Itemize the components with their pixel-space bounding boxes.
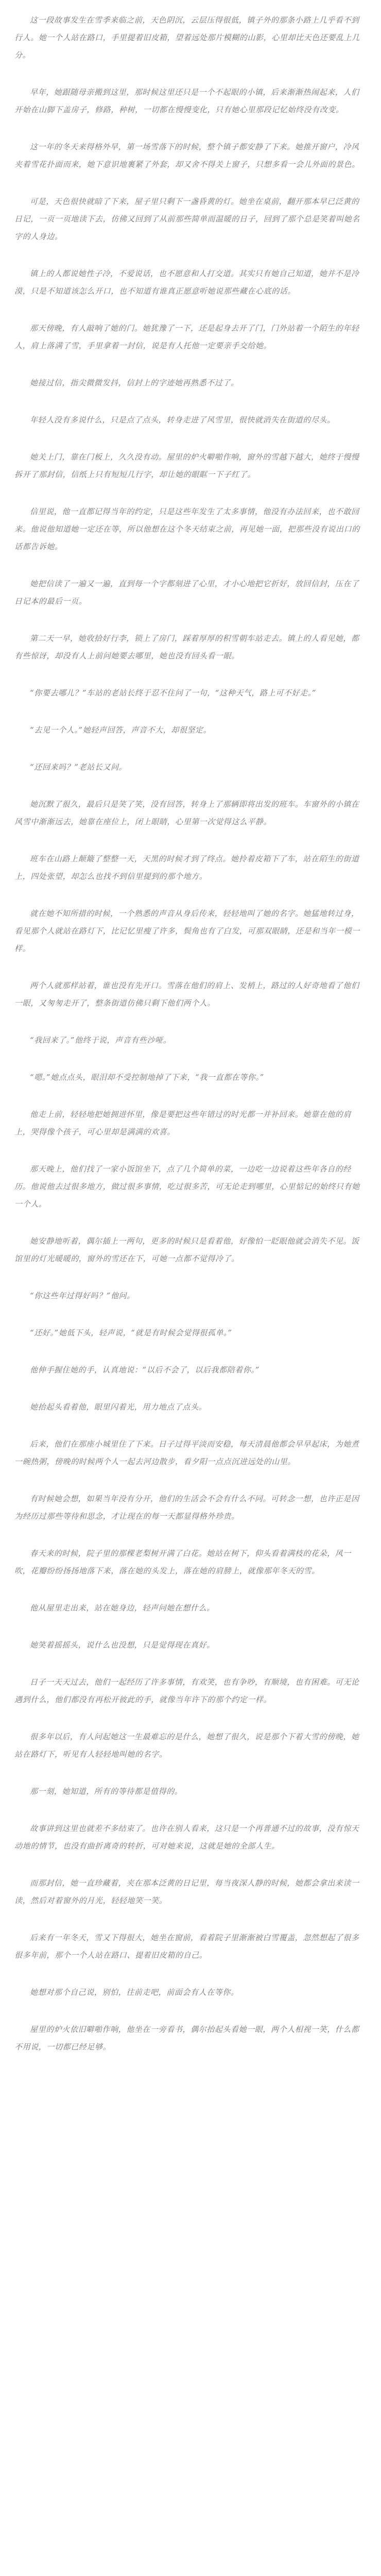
paragraph: 他走上前，轻轻地把她拥进怀里，像是要把这些年错过的时光都一并补回来。她靠在他的肩上，哭得像个孩子，可心里却是满满的欢喜。 xyxy=(14,1110,352,1137)
paragraph: 后来，他们在那座小城里住了下来。日子过得平淡而安稳，每天清晨他都会早早起床，为她煮一碗热粥，傍晚的时候两个人一起去河边散步，看夕阳一点点沉进远处的山里。 xyxy=(14,1439,359,1466)
paragraph: 班车在山路上颠簸了整整一天，天黑的时候才到了终点。她拎着皮箱下了车，站在陌生的街道上，四处张望，却怎么也找不到信里提到的那个地方。 xyxy=(14,854,359,881)
paragraph: “你这些年过得好吗？”他问。 xyxy=(30,1291,135,1300)
paragraph: 日子一天天过去，他们一起经历了许多事情，有欢笑，也有争吵，有顺境，也有困难。可无论遇到什么，他们都没有再松开彼此的手，就像当年许下的那个约定一样。 xyxy=(14,1677,359,1704)
paragraph: 这一段故事发生在雪季来临之前，天色阴沉，云层压得很低，镇子外的那条小路上几乎看不到行人。她一个人站在路口，手里提着旧皮箱，望着远处那片模糊的山影，心里却比天色还要乱上几分。 xyxy=(14,15,360,60)
paragraph: “我回来了。”他终于说，声音有些沙哑。 xyxy=(30,1036,171,1045)
paragraph: 她安静地听着，偶尔插上一两句，更多的时候只是看着他，好像怕一眨眼他就会消失不见。饭馆里的灯光暖暖的，窗外的雪还在下，可她一点都不觉得冷了。 xyxy=(14,1236,359,1263)
paragraph: 可是，天色很快就暗了下来，屋子里只剩下一盏昏黄的灯。她坐在桌前，翻开那本早已泛黄的日记，一页一页地读下去，仿佛又回到了从前那些简单而温暖的日子，回到了那个总是笑着叫她名字的人身边。 xyxy=(14,197,360,241)
paragraph: “去见一个人。”她轻声回答，声音不大，却很坚定。 xyxy=(30,725,212,735)
paragraph: “嗯。”她点点头，眼泪却不受控制地掉了下来，“我一直都在等你。” xyxy=(30,1073,264,1082)
paragraph: 他伸手握住她的手，认真地说：“以后不会了，以后我都陪着你。” xyxy=(30,1365,259,1375)
paragraph: 他从屋里走出来，站在她身边，轻声问她在想什么。 xyxy=(30,1603,215,1613)
paragraph: 春天来的时候，院子里的那棵老梨树开满了白花。她站在树下，仰头看着满枝的花朵，风一吹，花瓣纷纷扬扬地落下来，落在她的头发上，落在她的肩膀上，就像那年冬天的雪。 xyxy=(14,1549,352,1575)
paragraph: 故事讲到这里也就差不多结束了。也许在别人看来，这只是一个再普通不过的故事，没有惊天动地的情节，也没有曲折离奇的转折，可对她来说，这就是她的全部人生。 xyxy=(14,1824,359,1851)
paragraph: 早年，她跟随母亲搬到这里，那时候这里还只是一个不起眼的小镇，后来渐渐热闹起来，人们开始在山脚下盖房子，修路，种树，一切都在慢慢变化，只有她心里那段记忆始终没有改变。 xyxy=(14,88,359,114)
paragraph: “还回来吗？”老站长又问。 xyxy=(30,762,127,772)
paragraph: 这一年的冬天来得格外早，第一场雪落下的时候，整个镇子都安静了下来。她推开窗户，冷风夹着雪花扑面而来，她下意识地裹紧了外套，却又舍不得关上窗子，只想多看一会儿外面的景色。 xyxy=(14,142,360,169)
paragraph: 第二天一早，她收拾好行李，锁上了房门，踩着厚厚的积雪朝车站走去。镇上的人看见她，都有些惊讶，却没有人上前问她要去哪里，她也没有回头看一眼。 xyxy=(14,634,359,660)
paragraph: 就在她不知所措的时候，一个熟悉的声音从身后传来，轻轻地叫了她的名字。她猛地转过身，看见那个人就站在路灯下，比记忆里瘦了许多，鬓角也有了白发，可那双眼睛，还是和当年一模一样。 xyxy=(14,909,360,953)
paragraph: 她接过信，指尖微微发抖，信封上的字迹她再熟悉不过了。 xyxy=(30,378,239,387)
paragraph: 她沉默了很久，最后只是笑了笑，没有回答，转身上了那辆即将出发的班车。车窗外的小镇在风雪中渐渐远去，她靠在座位上，闭上眼睛，心里第一次觉得这么平静。 xyxy=(14,800,359,826)
paragraph: 她关上门，靠在门板上，久久没有动。屋里的炉火噼啪作响，窗外的雪越下越大，她终于慢慢拆开了那封信，信纸上只有短短几行字，却让她的眼眶一下子红了。 xyxy=(14,452,359,479)
paragraph: 她抬起头看着他，眼里闪着光，用力地点了点头。 xyxy=(30,1402,207,1412)
paragraph: 年轻人没有多说什么，只是点了点头，转身走进了风雪里，很快就消失在街道的尽头。 xyxy=(30,415,335,425)
paragraph: 有时候她会想，如果当年没有分开，他们的生活会不会有什么不同。可转念一想，也许正是因为经历过那些等待和思念，才让现在的每一天都显得格外珍贵。 xyxy=(14,1494,359,1521)
paragraph: 而那封信，她一直珍藏着，夹在那本泛黄的日记里，每当夜深人静的时候，她都会拿出来读一读，然后对着窗外的月光，轻轻地笑一笑。 xyxy=(14,1878,359,1905)
paragraph: 两个人就那样站着，谁也没有先开口。雪落在他们的肩上、发梢上，路过的人好奇地看了他们一眼，又匆匆走开了，整条街道仿佛只剩下他们两个人。 xyxy=(14,981,359,1008)
paragraph: “还好。”她低下头，轻声说，“就是有时候会觉得很孤单。” xyxy=(30,1328,232,1337)
paragraph: 镇上的人都说她性子冷，不爱说话，也不愿意和人打交道。其实只有她自己知道，她并不是冷漠，只是不知道该怎么开口，也不知道有谁真正愿意听她说那些藏在心底的话。 xyxy=(14,269,359,296)
paragraph: 她笑着摇摇头，说什么也没想，只是觉得现在真好。 xyxy=(30,1640,215,1650)
paragraph: 那一刻，她知道，所有的等待都是值得的。 xyxy=(30,1787,183,1796)
paragraph: 屋里的炉火依旧噼啪作响，他坐在一旁看书，偶尔抬起头看她一眼，两个人相视一笑，什么都不用说，一切都已经足够。 xyxy=(14,2025,359,2052)
paragraph: 后来有一年冬天，雪又下得很大，她坐在窗前，看着院子里渐渐被白雪覆盖，忽然想起了很多很多年前，那个一个人站在路口、提着旧皮箱的自己。 xyxy=(14,1933,359,1960)
paragraph: 信里说，他一直都记得当年的约定，只是这些年发生了太多事情，他没有办法回来，也不敢回来。他说他知道她一定还在等，所以他想在这个冬天结束之前，再见她一面，把那些没有说出口的话都告诉她。 xyxy=(14,507,360,551)
paragraph: 她把信读了一遍又一遍，直到每一个字都刻进了心里，才小心地把它折好，放回信封，压在了日记本的最后一页。 xyxy=(14,579,359,606)
paragraph: 那天傍晚，有人敲响了她的门。她犹豫了一下，还是起身去开了门，门外站着一个陌生的年轻人，肩上落满了雪，手里拿着一封信，说是有人托他一定要亲手交给她。 xyxy=(14,324,359,350)
paragraph: “你要去哪儿？”车站的老站长终于忍不住问了一句，“这种天气，路上可不好走。” xyxy=(30,688,316,698)
paragraph: 很多年以后，有人问起她这一生最难忘的是什么，她想了很久，说是那个下着大雪的傍晚，她站在路灯下，听见有人轻轻地叫她的名字。 xyxy=(14,1732,359,1759)
paragraph: 那天晚上，他们找了一家小饭馆坐下，点了几个简单的菜，一边吃一边说着这些年各自的经历。他说他去过很多地方，做过很多事情，吃过很多苦，可无论走到哪里，心里惦记的始终只有她一个人。 xyxy=(14,1164,360,1209)
paragraph: 她想对那个自己说，别怕，往前走吧，前面会有人在等你。 xyxy=(30,1988,239,1997)
